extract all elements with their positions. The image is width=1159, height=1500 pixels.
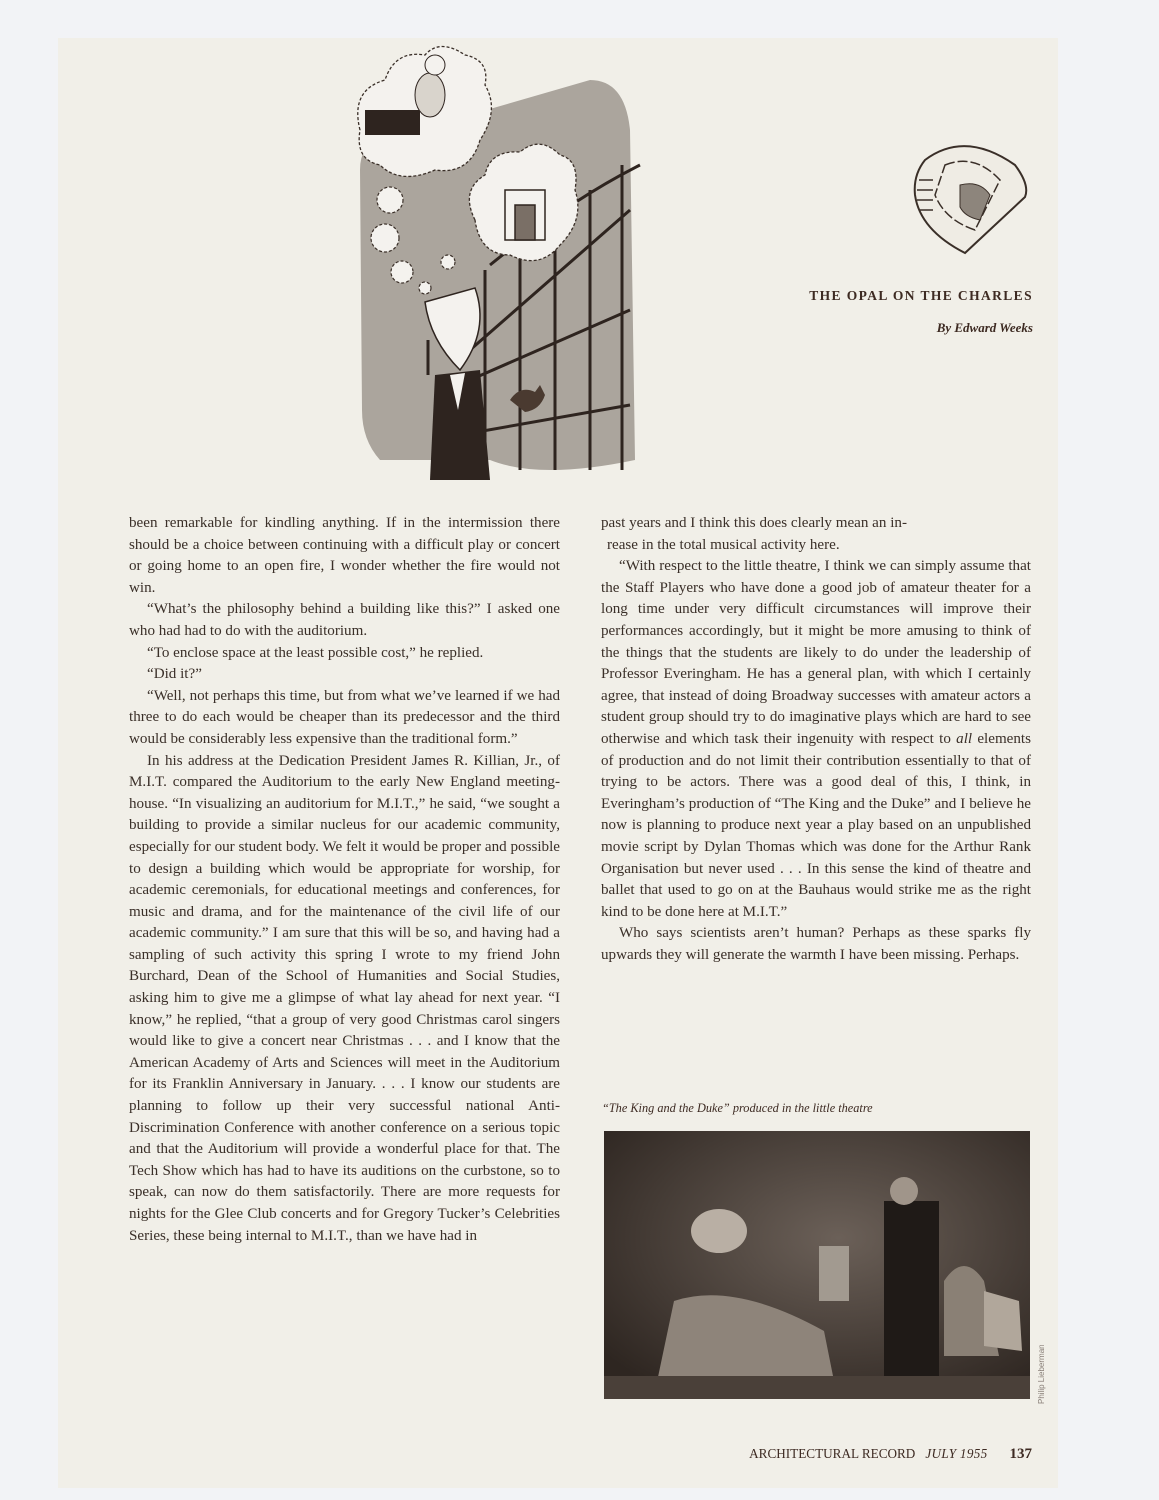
paragraph: “Well, not perhaps this time, but from what we’ve learned if we had three to do each would be cheaper than its predecessor and the third would be considerably less expensive than the traditional form.” [129, 687, 560, 747]
stage-floor [604, 1376, 1030, 1399]
article-title: THE OPAL ON THE CHARLES [809, 288, 1033, 303]
paragraph: In his address at the Dedication President James R. Killian, Jr., of M.I.T. compared the Auditorium to the early New England meeting-house. “In visualizing an auditorium for M.I.T.,” he said, “we sought a building to provide a similar nucleus for our academic community, especially for our student body. We felt it would be proper and possible to design a building which would be appropriate for worship, for academic ceremonials, for educational meetings and conferences, for music and drama, and for the maintenance of the civil life of our academic community.” I am sure that this will be so, and having had a sampling of such activity this spring I wrote to my friend John Burchard, Dean of the School of Humanities and Social Studies, asking him to give me a glimpse of what lay ahead for next year. “I know,” he replied, “that a group of very good Christmas carol singers would like to give a concert near Christmas . . . and I know that the American Academy of Arts and Sciences will meet in the Auditorium for its Franklin Anniversary in January. . . . I know our students are planning to follow up their very successful national Anti-Discrimination Conference with another conference on a serious topic and that the Auditorium will provide a wonderful place for that. The Tech Show which has had to have its auditions on the curbstone, so to speak, can now do them satisfactorily. There are more requests for nights for the Glee Club concerts and for Gregory Tucker’s Celebrities Series, these being internal to M.I.T., than we have had in [129, 752, 560, 1244]
stage-performance-photo [604, 1131, 1030, 1399]
paragraph-text: “With respect to the little theatre, I think we can simply assume that the Staff Players who have done a good job of amateur theater for a long time under very difficult circumstances will improve their performances accordingly, but it might be more amusing to think of the things that the students are likely to do under the leadership of Professor Everingham. He has a general plan, with which I certainly agree, that instead of doing Broadway successes with amateur actors a student group should try to do imaginative plays which are hard to see otherwise and which task their ingenuity with respect to [601, 558, 1031, 747]
paragraph [601, 556, 1031, 923]
dancer-hat [691, 1209, 747, 1253]
article-byline: By Edward Weeks [936, 320, 1033, 335]
paragraph: past years and I think this does clearly mean an in- [601, 515, 907, 531]
publication-name: ARCHITECTURAL RECORD [749, 1446, 916, 1461]
photo-caption: “The King and the Duke” produced in the little theatre [602, 1101, 873, 1115]
paragraph-text: elements of production and do not limit their contribution essentially to that of trying to be actors. There was a good deal of this, I think, in Everingham’s production of “The King and the Duke” and I believe he now is planning to produce next year a play based on an unpublished movie script by Dylan Thomas which was done for the Arthur Rank Organisation but never used . . . In this sense the kind of theatre and ballet that used to go on at the Bauhaus would strike me as the right kind to be done here at M.I.T.” [601, 730, 1031, 920]
paragraph: been remarkable for kindling anything. If in the intermission there should be a choice between continuing with a difficult play or concert or going home to an open fire, I wonder whether the fire would not win. [129, 515, 560, 596]
striped-performer [819, 1246, 849, 1301]
paragraph: “To enclose space at the least possible cost,” he replied. [147, 644, 484, 661]
man-in-tuxedo-icon [425, 288, 490, 480]
issue-date: JULY 1955 [925, 1446, 988, 1461]
photo-credit: Philip Lieberman [1037, 1344, 1046, 1404]
paragraph: “Did it?” [147, 666, 202, 683]
body-column-left [129, 513, 560, 1247]
auditorium-floor-plan-icon [905, 135, 1030, 255]
cartoon-illustration [340, 40, 650, 480]
paragraph: rease in the total musical activity here. [607, 536, 840, 553]
paragraph: Who says scientists aren’t human? Perhaps as these sparks fly upwards they will generate the warmth I have been missing. Perhaps. [601, 925, 1031, 963]
dark-suited-performer [884, 1201, 939, 1376]
page-footer [696, 1446, 1032, 1463]
photo-scene [604, 1131, 1030, 1399]
emphasis-text: all [956, 730, 973, 747]
page-number: 137 [1009, 1446, 1032, 1462]
body-column-right [601, 513, 1031, 966]
paragraph: “What’s the philosophy behind a building like this?” I asked one who had had to do with the auditorium. [129, 601, 560, 639]
